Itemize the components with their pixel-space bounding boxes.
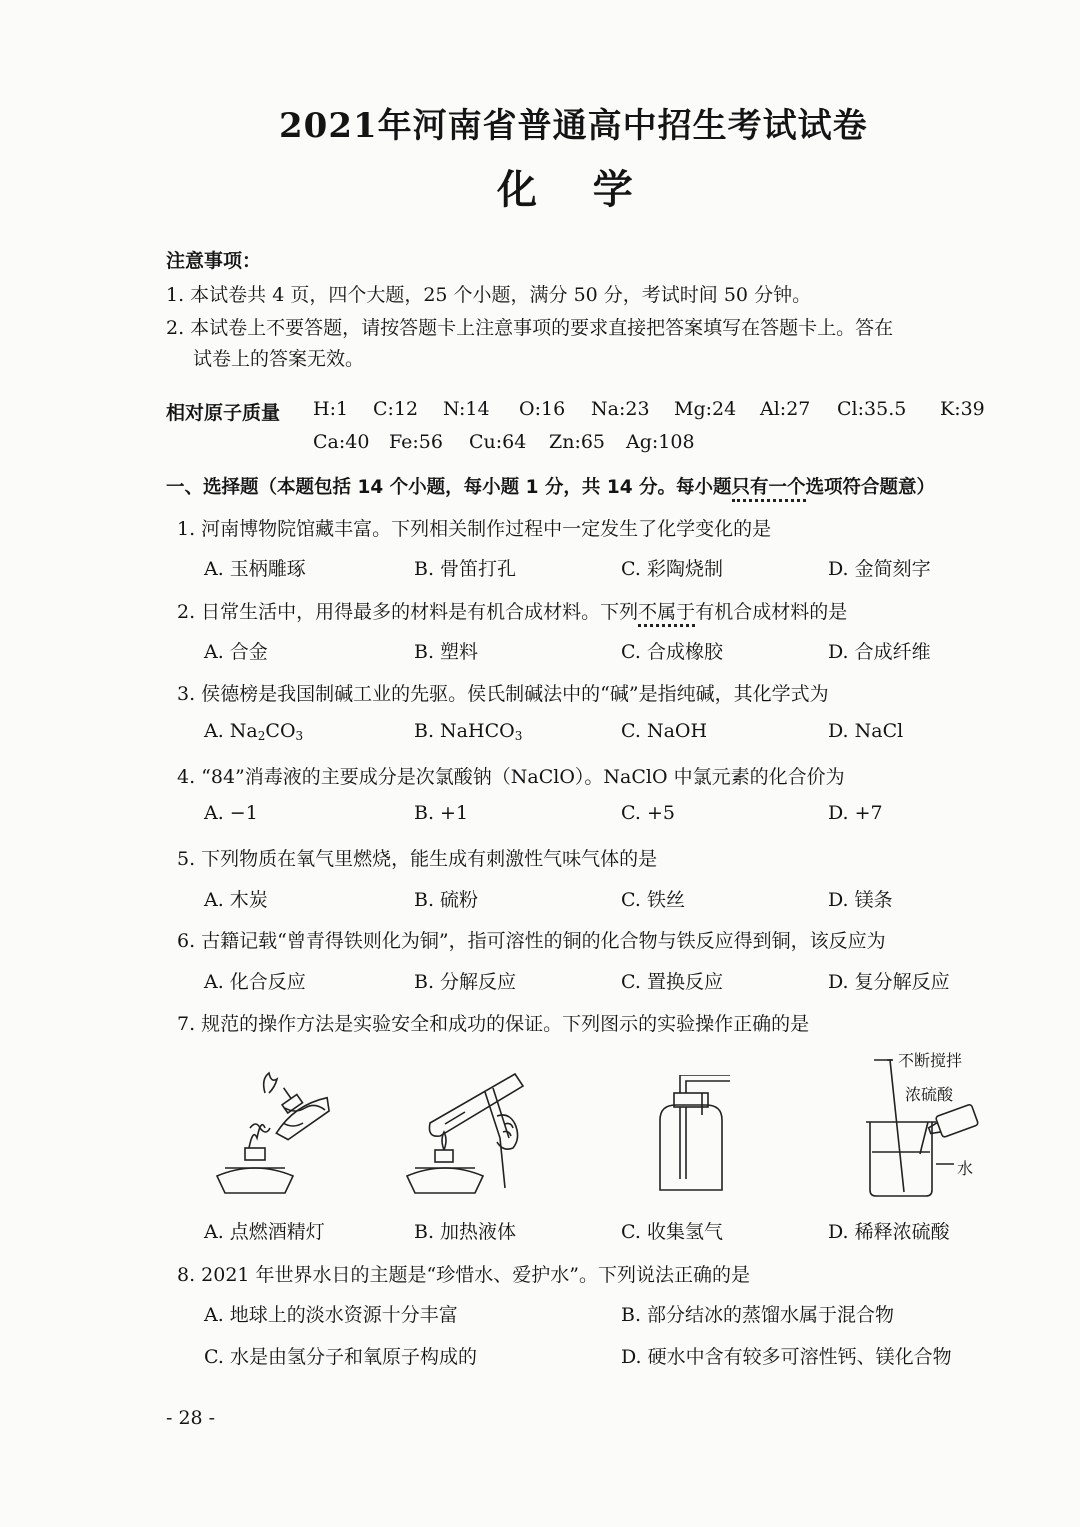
figure-lighting-alcohol-lamp <box>205 1068 345 1198</box>
note-item: 2. 本试卷上不要答题，请按答题卡上注意事项的要求直接把答案填写在答题卡上。答在 <box>166 317 894 339</box>
question-stem: 7. 规范的操作方法是实验安全和成功的保证。下列图示的实验操作正确的是 <box>177 1013 810 1035</box>
figure-gas-collection-bottle <box>650 1075 740 1195</box>
question-stem: 3. 侯德榜是我国制碱工业的先驱。侯氏制碱法中的“碱”是指纯碱，其化学式为 <box>177 683 829 705</box>
mass-item: Ca:40 <box>313 431 370 453</box>
subject-title: 化 学 <box>497 166 633 213</box>
option-d: D. 复分解反应 <box>828 971 950 993</box>
mass-item: K:39 <box>940 398 985 420</box>
mass-item: Al:27 <box>760 398 811 420</box>
option-b: B. NaHCO$_3$ <box>414 720 523 743</box>
option-c: C. 置换反应 <box>621 971 723 993</box>
notes-heading: 注意事项： <box>166 250 262 272</box>
option-c: C. 铁丝 <box>621 889 685 911</box>
mass-item: N:14 <box>443 398 490 420</box>
question-stem: 2. 日常生活中，用得最多的材料是有机合成材料。下列不属于有机合成材料的是 <box>177 597 847 624</box>
option-a: A. 地球上的淡水资源十分丰富 <box>204 1304 458 1326</box>
mass-item: H:1 <box>313 398 349 420</box>
section-heading: 一、选择题（本题包括 14 个小题，每小题 1 分，共 14 分。每小题只有一个选项符合题意） <box>166 473 935 499</box>
mass-item: Ag:108 <box>626 431 695 453</box>
option-b: B. 分解反应 <box>414 971 517 993</box>
option-d: D. 硬水中含有较多可溶性钙、镁化合物 <box>621 1346 952 1368</box>
mass-item: Cl:35.5 <box>837 398 907 420</box>
note-item: 试卷上的答案无效。 <box>193 348 365 370</box>
option-d: D. 稀释浓硫酸 <box>828 1221 950 1243</box>
note-item: 1. 本试卷共 4 页，四个大题，25 个小题，满分 50 分，考试时间 50 分钟。 <box>166 284 812 306</box>
option-b: B. 加热液体 <box>414 1221 517 1243</box>
option-c: C. 水是由氢分子和氧原子构成的 <box>204 1346 477 1368</box>
option-c: C. 彩陶烧制 <box>621 558 723 580</box>
option-d: D. 金简刻字 <box>828 558 931 580</box>
option-b: B. +1 <box>414 802 469 824</box>
option-b: B. 部分结冰的蒸馏水属于混合物 <box>621 1304 895 1326</box>
option-a: A. 玉柄雕琢 <box>204 558 306 580</box>
option-c: C. 合成橡胶 <box>621 641 723 663</box>
option-c: C. 收集氢气 <box>621 1221 723 1243</box>
mass-item: Na:23 <box>591 398 650 420</box>
question-stem: 8. 2021 年世界水日的主题是“珍惜水、爱护水”。下列说法正确的是 <box>177 1264 750 1286</box>
question-stem: 4. “84”消毒液的主要成分是次氯酸钠（NaClO）。NaClO 中氯元素的化合价为 <box>177 766 845 788</box>
exam-title: 2021年河南省普通高中招生考试试卷 <box>279 106 868 146</box>
option-b: B. 塑料 <box>414 641 479 663</box>
option-b: B. 骨笛打孔 <box>414 558 517 580</box>
option-a: A. 点燃酒精灯 <box>204 1221 325 1243</box>
option-a: A. 化合反应 <box>204 971 306 993</box>
mass-item: Zn:65 <box>549 431 606 453</box>
question-stem: 1. 河南博物院馆藏丰富。下列相关制作过程中一定发生了化学变化的是 <box>177 518 772 540</box>
mass-item: Fe:56 <box>389 431 443 453</box>
atomic-mass-label: 相对原子质量 <box>166 402 281 424</box>
option-d: D. 镁条 <box>828 889 893 911</box>
option-a: A. 木炭 <box>204 889 268 911</box>
mass-item: Mg:24 <box>674 398 737 420</box>
label-stir: 不断搅拌 <box>898 1051 963 1070</box>
page-number: - 28 - <box>166 1407 216 1429</box>
emphasis-only-one: 只有一个 <box>732 477 806 502</box>
mass-item: C:12 <box>373 398 419 420</box>
option-c: C. NaOH <box>621 720 708 742</box>
option-d: D. +7 <box>828 802 883 824</box>
label-water: 水 <box>957 1159 974 1178</box>
option-b: B. 硫粉 <box>414 889 479 911</box>
question-stem: 6. 古籍记载“曾青得铁则化为铜”，指可溶性的铜的化合物与铁反应得到铜，该反应为 <box>177 930 886 952</box>
option-d: D. NaCl <box>828 720 904 742</box>
option-a: A. −1 <box>204 802 258 824</box>
mass-item: O:16 <box>519 398 566 420</box>
emphasis-not-belong: 不属于 <box>638 601 695 627</box>
mass-item: Cu:64 <box>469 431 527 453</box>
option-c: C. +5 <box>621 802 675 824</box>
option-d: D. 合成纤维 <box>828 641 931 663</box>
option-a: A. 合金 <box>204 641 268 663</box>
option-a: A. $Na_2CO_3$ <box>204 720 304 743</box>
label-concentrated-acid: 浓硫酸 <box>905 1085 954 1104</box>
question-stem: 5. 下列物质在氧气里燃烧，能生成有刺激性气味气体的是 <box>177 848 658 870</box>
figure-heating-liquid <box>405 1068 535 1198</box>
